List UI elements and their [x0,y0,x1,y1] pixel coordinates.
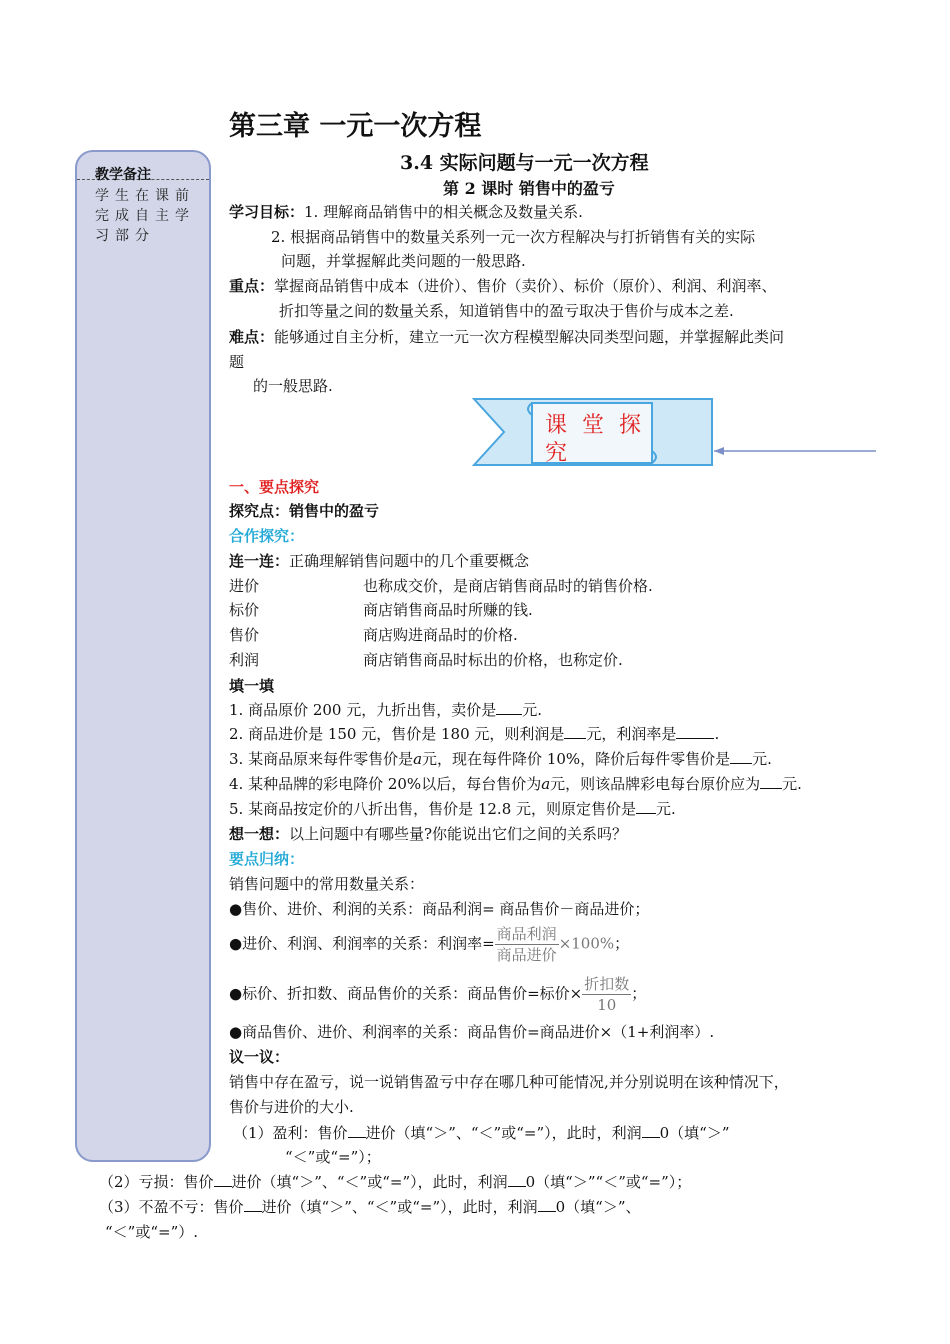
discuss-heading: 议一议： [229,1048,290,1066]
answer-blank[interactable] [730,749,752,764]
answer-blank[interactable] [496,700,522,715]
explore-point: 探究点：销售中的盈亏 [229,502,380,520]
answer-blank[interactable] [642,1123,660,1138]
summary-intro: 销售问题中的常用数量关系： [229,875,425,893]
rule-2-percent: ×100% [558,934,615,953]
fill-in-heading: 填一填 [229,677,275,695]
q4-text: 4. 某种品牌的彩电降价 20%以后，每台售价为 [229,775,542,793]
summary-rule-3 [229,974,646,1015]
key-points-line-1 [229,276,777,296]
fraction-numerator: 折扣数 [584,975,630,993]
classroom-banner [472,393,882,473]
rule-2-end: ； [614,934,630,953]
goal-2-line-1: 2. 根据商品销售中的数量关系列一元一次方程解决与打折销售有关的实际 [271,228,756,246]
match-definition: 商店购进商品时的价格. [363,626,518,644]
summary-rule-1: ●售价、进价、利润的关系：商品利润= 商品售价－商品进价； [229,900,650,918]
variable-a: a [413,750,423,768]
match-line [229,551,529,571]
rule-3-end: ； [631,984,647,1003]
difficulty-line-1 [229,327,784,347]
key-points-text-1: 掌握商品销售中成本（进价）、售价（卖价）、标价（原价）、利润、利润率、 [274,277,777,295]
banner-text: 课 堂 探 究 [545,413,645,466]
discuss-case-3-cont: “＜”或“=”）. [105,1223,199,1241]
case-1-text-c: 0（填“＞” [659,1124,730,1142]
case-2-text: （2）亏损：售价 [99,1173,214,1191]
match-term: 售价 [229,626,260,644]
match-label: 连一连： [229,552,290,570]
q5-unit: 元. [656,800,676,818]
goal-1: 1. 理解商品销售中的相关概念及数量关系. [304,203,583,221]
section-one-heading: 一、要点探究 [229,478,320,496]
case-3-text-c: 0（填“＞”、 [555,1198,641,1216]
discuss-case-1 [233,1123,730,1143]
q1-text: 1. 商品原价 200 元，九折出售，卖价是 [229,701,497,719]
key-points-line-2: 折扣等量之间的数量关系，知道销售中的盈亏取决于售价与成本之差. [279,302,734,320]
profit-rate-fraction [495,924,559,965]
q1-unit: 元. [522,701,543,719]
fraction-numerator: 商品利润 [496,925,557,943]
match-definition: 商店销售商品时所赚的钱. [363,601,533,619]
goals-label: 学习目标： [229,203,305,221]
answer-blank[interactable] [214,1172,232,1187]
q5-text: 5. 某商品按定价的八折出售，售价是 12.8 元，则原定售价是 [229,800,637,818]
case-3-text-b: 进价（填“＞”、“＜”或“=”），此时，利润 [261,1198,538,1216]
fill-in-question-3 [229,749,772,769]
q2-end: . [714,725,720,743]
difficulty-text-1: 能够通过自主分析，建立一元一次方程模型解决同类型问题，并掌握解此类问 [274,328,785,346]
sidebar-note: 学生在课前完成自主学习部分 [95,188,195,244]
goals-line-1 [229,202,583,222]
match-definition: 也称成交价，是商店销售商品时的销售价格. [363,577,653,595]
match-term: 利润 [229,651,260,669]
case-1-text-b: 进价（填“＞”、“＜”或“=”），此时，利润 [365,1124,642,1142]
chapter-title: 第三章 一元一次方程 [229,111,482,142]
key-points-label: 重点： [229,277,275,295]
q4-unit: 元. [782,775,802,793]
answer-blank[interactable] [564,724,586,739]
answer-blank[interactable] [676,724,714,739]
answer-blank[interactable] [636,799,656,814]
discuss-case-3 [99,1197,641,1217]
answer-blank[interactable] [538,1197,556,1212]
case-2-text-b: 进价（填“＞”、“＜”或“=”），此时，利润 [231,1173,508,1191]
q3-text-b: 元，现在每件降价 10%，降价后每件零售价是 [422,750,731,768]
cooperate-heading: 合作探究： [229,527,305,545]
goal-2-line-2: 问题，并掌握解此类问题的一般思路. [281,252,526,270]
match-intro: 正确理解销售问题中的几个重要概念 [289,552,530,570]
variable-a: a [541,775,551,793]
answer-blank[interactable] [244,1197,262,1212]
difficulty-line-2: 题 [229,353,245,371]
match-definition: 商店销售商品时标出的价格，也称定价. [363,651,623,669]
case-1-text: （1）盈利：售价 [233,1124,348,1142]
summary-rule-4: ●商品售价、进价、利润率的关系：商品售价=商品进价×（1+利润率）. [229,1023,715,1041]
q3-unit: 元. [752,750,772,768]
fill-in-question-1 [229,700,542,720]
q2-text: 2. 商品进价是 150 元，售价是 180 元，则利润是 [229,725,565,743]
match-term: 进价 [229,577,260,595]
case-3-text: （3）不盈不亏：售价 [99,1198,244,1216]
think-line [229,824,627,844]
fill-in-question-4 [229,774,802,794]
answer-blank[interactable] [508,1172,526,1187]
match-term: 标价 [229,601,260,619]
fill-in-question-2 [229,724,719,744]
summary-rule-2 [229,924,629,965]
q2-text-b: 元，利润率是 [586,725,677,743]
fraction-denominator: 10 [597,996,617,1014]
rule-3-text: ●标价、折扣数、商品售价的关系：商品售价=标价× [229,984,583,1003]
section-title: 3.4 实际问题与一元一次方程 [400,152,649,174]
answer-blank[interactable] [348,1123,366,1138]
rule-2-text: ●进价、利润、利润率的关系：利润率= [229,934,495,953]
fill-in-question-5 [229,799,676,819]
summary-heading: 要点归纳： [229,850,305,868]
q3-text: 3. 某商品原来每件零售价是 [229,750,414,768]
sidebar-title: 教学备注 [95,167,151,183]
case-2-text-c: 0（填“＞”“＜”或“=”）； [525,1173,692,1191]
answer-blank[interactable] [760,774,782,789]
think-label: 想一想： [229,825,290,843]
think-text: 以上问题中有哪些量?你能说出它们之间的关系吗？ [289,825,628,843]
banner-arrow-head [714,447,724,455]
teaching-notes-sidebar [75,150,211,1162]
q4-text-b: 元，则该品牌彩电每台原价应为 [550,775,761,793]
discuss-line-1: 销售中存在盈亏，说一说销售盈亏中存在哪几种可能情况,并分别说明在该种情况下， [229,1073,789,1091]
lesson-title: 第 2 课时 销售中的盈亏 [443,179,615,198]
discount-fraction [582,974,631,1015]
difficulty-label: 难点： [229,328,275,346]
fraction-denominator: 商品进价 [496,946,557,964]
difficulty-line-3: 的一般思路. [253,377,333,395]
discuss-case-2 [99,1172,691,1192]
discuss-case-1-cont: “＜”或“=”）； [285,1148,381,1166]
discuss-line-2: 售价与进价的大小. [229,1098,354,1116]
